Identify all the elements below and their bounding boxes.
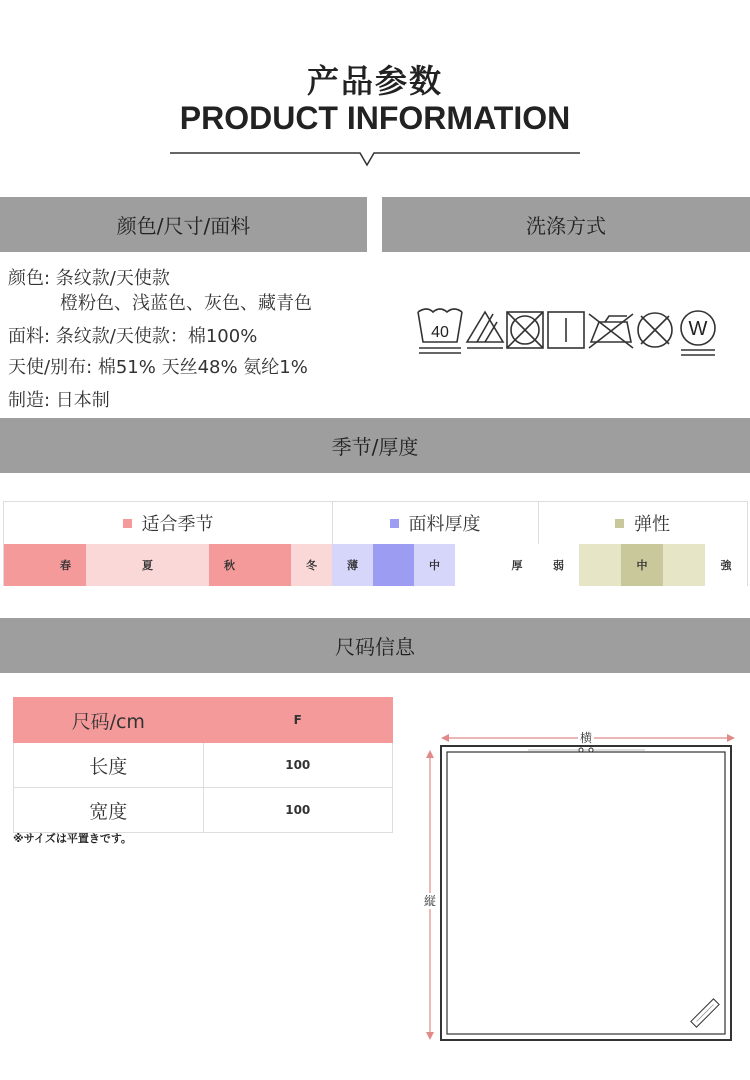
page-subtitle-text: PRODUCT INFORMATION <box>179 100 571 136</box>
towel-snap <box>589 748 593 752</box>
section-bar-label: 颜色/尺寸/面料 <box>116 214 251 238</box>
season-thickness-panel <box>3 501 748 586</box>
info-color: 颜色: 条纹款/天使款 <box>8 268 170 289</box>
info-made-in: 制造: 日本制 <box>8 390 110 411</box>
season-header <box>4 502 333 544</box>
wash-icons-row <box>415 300 725 370</box>
no-iron-icon <box>589 314 633 348</box>
elasticity-cell-strong: 強 <box>705 544 747 586</box>
elasticity-cell <box>663 544 705 586</box>
section-bar-label: 洗涤方式 <box>526 214 606 238</box>
elasticity-cell <box>579 544 621 586</box>
thickness-header <box>332 502 539 544</box>
size-note: ※サイズは平置きです。 <box>13 832 132 845</box>
towel-snap <box>579 748 583 752</box>
info-angel-fabric: 天使/别布: 棉51% 天丝48% 氨纶1% <box>8 357 308 378</box>
size-row-label: 宽度 <box>14 788 204 833</box>
horizontal-label: 横 <box>579 731 593 745</box>
wash-temp-text: 40 <box>431 324 449 341</box>
season-cell-summer: 夏 <box>127 544 168 586</box>
section-bar-washing <box>382 197 750 252</box>
page-subtitle-wrap <box>0 100 750 137</box>
section-bar-season <box>0 418 750 473</box>
vertical-label: 縦 <box>423 894 437 908</box>
elasticity-cell-weak: 弱 <box>538 544 579 586</box>
thickness-cells <box>332 544 538 586</box>
size-table-header-size: F <box>203 698 393 743</box>
season-cell <box>86 544 127 586</box>
page-subtitle <box>174 100 576 137</box>
thickness-cell <box>373 544 414 586</box>
season-header-label: 适合季节 <box>141 514 214 535</box>
title-divider <box>170 150 580 170</box>
size-table <box>13 697 393 833</box>
season-swatch <box>123 519 132 528</box>
section-bar-label: 尺码信息 <box>335 635 415 659</box>
no-dryclean-icon <box>638 313 672 347</box>
season-cell-spring: 春 <box>45 544 86 586</box>
size-row-value: 100 <box>203 743 393 788</box>
elasticity-cell-medium: 中 <box>621 544 663 586</box>
towel-diagram <box>415 725 745 1055</box>
elasticity-header-label: 弹性 <box>634 514 670 535</box>
elasticity-swatch <box>615 519 624 528</box>
season-cell <box>168 544 209 586</box>
table-row <box>14 743 393 788</box>
season-cells <box>4 544 332 586</box>
bleach-triangle-icon <box>467 312 503 348</box>
section-bar-color-size <box>0 197 367 252</box>
thickness-cell <box>455 544 496 586</box>
thickness-cell-thick: 厚 <box>496 544 538 586</box>
no-tumble-dry-icon <box>507 312 543 348</box>
thickness-swatch <box>390 519 399 528</box>
info-color-list: 橙粉色、浅蓝色、灰色、藏青色 <box>60 293 312 314</box>
season-cell <box>250 544 291 586</box>
season-cell-winter: 冬 <box>291 544 332 586</box>
season-cell-autumn: 秋 <box>209 544 250 586</box>
table-row <box>14 788 393 833</box>
page-title: 产品参数 <box>306 62 443 100</box>
section-bar-size <box>0 618 750 673</box>
thickness-header-label: 面料厚度 <box>408 514 481 535</box>
size-row-label: 长度 <box>14 743 204 788</box>
info-material: 面料: 条纹款/天使款：棉100% <box>8 326 258 347</box>
elasticity-cells <box>538 544 747 586</box>
size-row-value: 100 <box>203 788 393 833</box>
section-bar-label: 季节/厚度 <box>331 435 419 459</box>
elasticity-header <box>538 502 747 544</box>
size-table-header-label: 尺码/cm <box>14 698 204 743</box>
season-cell <box>4 544 45 586</box>
towel-shape <box>441 746 731 1040</box>
thickness-cell-medium: 中 <box>414 544 455 586</box>
wet-clean-letter: W <box>688 318 708 340</box>
towel-tag <box>691 999 719 1027</box>
line-dry-icon <box>548 312 584 348</box>
size-table-header <box>14 698 393 743</box>
thickness-cell-thin: 薄 <box>332 544 373 586</box>
